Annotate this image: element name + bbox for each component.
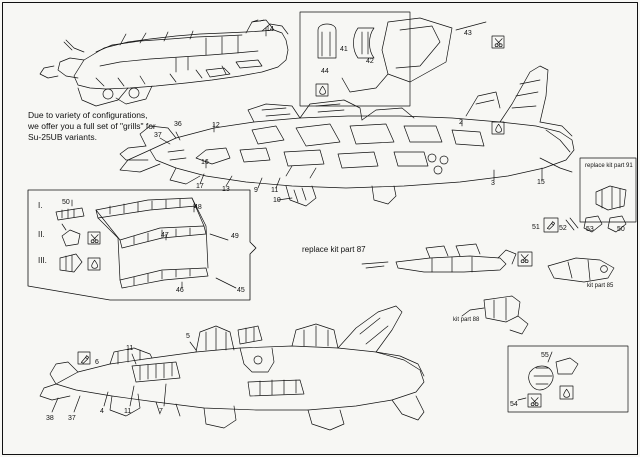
label-11-bottom: 11 xyxy=(124,408,132,415)
main-note: Due to variety of configurations, we offer you a full set of "grills" for Su-25UB variants. xyxy=(28,110,156,142)
label-11-top: 11 xyxy=(271,187,279,194)
label-46: 46 xyxy=(176,287,184,294)
note-replace-kit-part-91: replace kit part 91 xyxy=(585,163,633,169)
label-54: 54 xyxy=(510,401,518,408)
label-37: 37 xyxy=(154,132,162,139)
label-4: 4 xyxy=(100,408,104,415)
note-kit-part-88: kit part 88 xyxy=(453,317,480,323)
label-roman-ii: II. xyxy=(38,230,45,239)
label-11-upper: 11 xyxy=(126,345,134,352)
label-44: 44 xyxy=(321,68,329,75)
label-5: 5 xyxy=(186,333,190,340)
label-14: 14 xyxy=(266,26,274,33)
label-2: 2 xyxy=(459,119,463,126)
label-10: 10 xyxy=(273,197,281,204)
label-13: 13 xyxy=(222,186,230,193)
label-7: 7 xyxy=(159,408,163,415)
label-49: 49 xyxy=(231,233,239,240)
label-43: 43 xyxy=(464,30,472,37)
label-47: 47 xyxy=(161,232,169,239)
label-12: 12 xyxy=(212,122,220,129)
label-41: 41 xyxy=(340,46,348,53)
label-3: 3 xyxy=(491,180,495,187)
label-roman-i: I. xyxy=(38,201,43,210)
label-9: 9 xyxy=(254,187,258,194)
label-55: 55 xyxy=(541,352,549,359)
label-50-right: 50 xyxy=(617,226,625,233)
label-48: 48 xyxy=(194,204,202,211)
label-38: 38 xyxy=(46,415,54,422)
label-37-bottom: 37 xyxy=(68,415,76,422)
note-kit-part-85: kit part 85 xyxy=(587,283,614,289)
label-15: 15 xyxy=(537,179,545,186)
label-52: 52 xyxy=(559,225,567,232)
label-50: 50 xyxy=(62,199,70,206)
label-36: 36 xyxy=(174,121,182,128)
note-replace-kit-part-87: replace kit part 87 xyxy=(302,245,366,254)
label-45: 45 xyxy=(237,287,245,294)
label-53: 53 xyxy=(586,226,594,233)
label-17: 17 xyxy=(196,183,204,190)
label-42: 42 xyxy=(366,58,374,65)
label-16: 16 xyxy=(201,159,209,166)
label-51: 51 xyxy=(532,224,540,231)
label-6: 6 xyxy=(95,359,99,366)
label-roman-iii: III. xyxy=(38,256,47,265)
